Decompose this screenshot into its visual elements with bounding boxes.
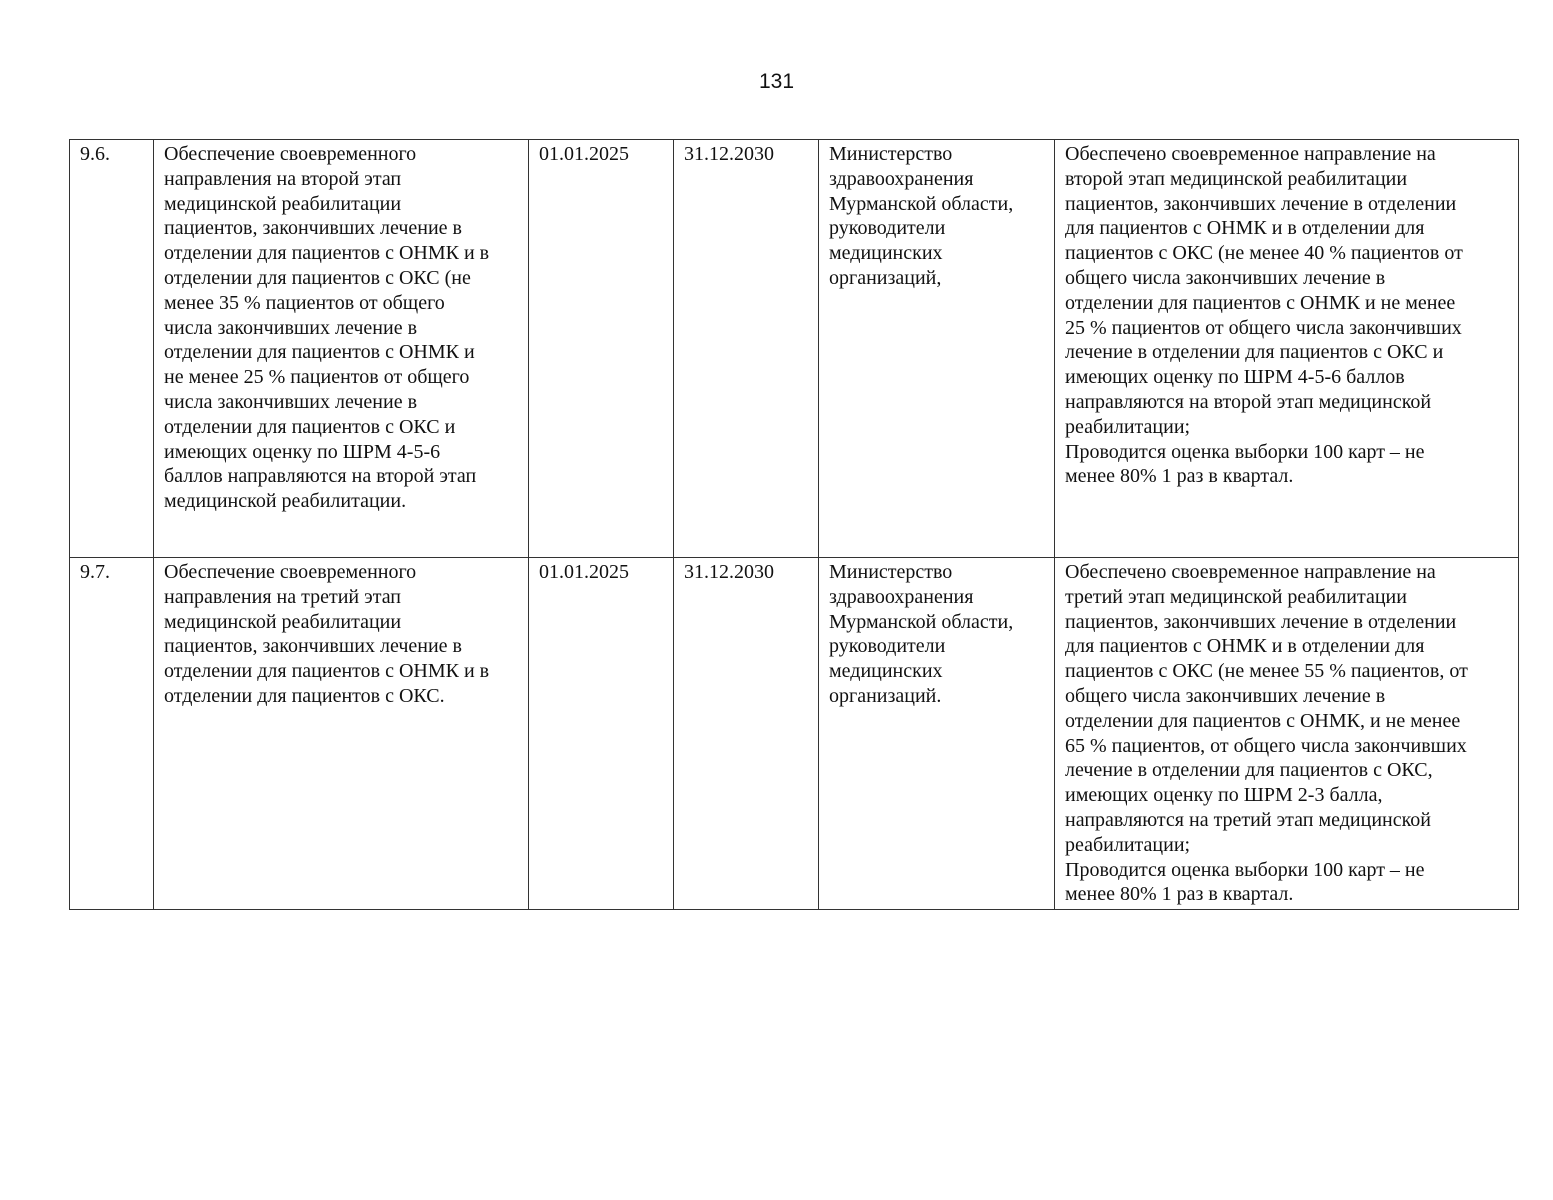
start-date: 01.01.2025: [529, 558, 674, 910]
responsible-party: Министерство здравоохранения Мурманской области, руководители медицинских организаций,: [819, 140, 1055, 558]
measures-table: [69, 139, 1519, 910]
expected-result: Обеспечено своевременное направление на второй этап медицинской реабилитации пациентов, закончивших лечение в отделении для пациентов с ОНМК и в отделении для пациентов с ОКС (не менее 40 % пациентов от общего числа закончивших лечение в отделении для пациентов с ОНМК и не менее 25 % пациентов от общего числа закончивших лечение в отделении для пациентов с ОКС и имеющих оценку по ШРМ 4-5-6 баллов направляются на второй этап медицинской реабилитации; Проводится оценка выборки 100 карт – не менее 80% 1 раз в квартал.: [1055, 140, 1519, 558]
end-date: 31.12.2030: [674, 558, 819, 910]
item-number: 9.6.: [70, 140, 154, 558]
item-description: Обеспечение своевременного направления на второй этап медицинской реабилитации пациентов, закончивших лечение в отделении для пациентов с ОНМК и в отделении для пациентов с ОКС (не менее 35 % пациентов от общего числа закончивших лечение в отделении для пациентов с ОНМК и не менее 25 % пациентов от общего числа закончивших лечение в отделении для пациентов с ОКС и имеющих оценку по ШРМ 4-5-6 баллов направляются на второй этап медицинской реабилитации.: [154, 140, 529, 558]
item-description: Обеспечение своевременного направления на третий этап медицинской реабилитации пациентов, закончивших лечение в отделении для пациентов с ОНМК и в отделении для пациентов с ОКС.: [154, 558, 529, 910]
end-date: 31.12.2030: [674, 140, 819, 558]
start-date: 01.01.2025: [529, 140, 674, 558]
item-number: 9.7.: [70, 558, 154, 910]
responsible-party: Министерство здравоохранения Мурманской области, руководители медицинских организаций.: [819, 558, 1055, 910]
expected-result: Обеспечено своевременное направление на третий этап медицинской реабилитации пациентов, закончивших лечение в отделении для пациентов с ОНМК и в отделении для пациентов с ОКС (не менее 55 % пациентов, от общего числа закончивших лечение в отделении для пациентов с ОНМК, и не менее 65 % пациентов, от общего числа закончивших лечение в отделении для пациентов с ОКС, имеющих оценку по ШРМ 2-3 балла, направляются на третий этап медицинской реабилитации; Проводится оценка выборки 100 карт – не менее 80% 1 раз в квартал.: [1055, 558, 1519, 910]
table-row: [70, 558, 1519, 910]
table-row: [70, 140, 1519, 558]
page-number: 131: [758, 70, 795, 93]
